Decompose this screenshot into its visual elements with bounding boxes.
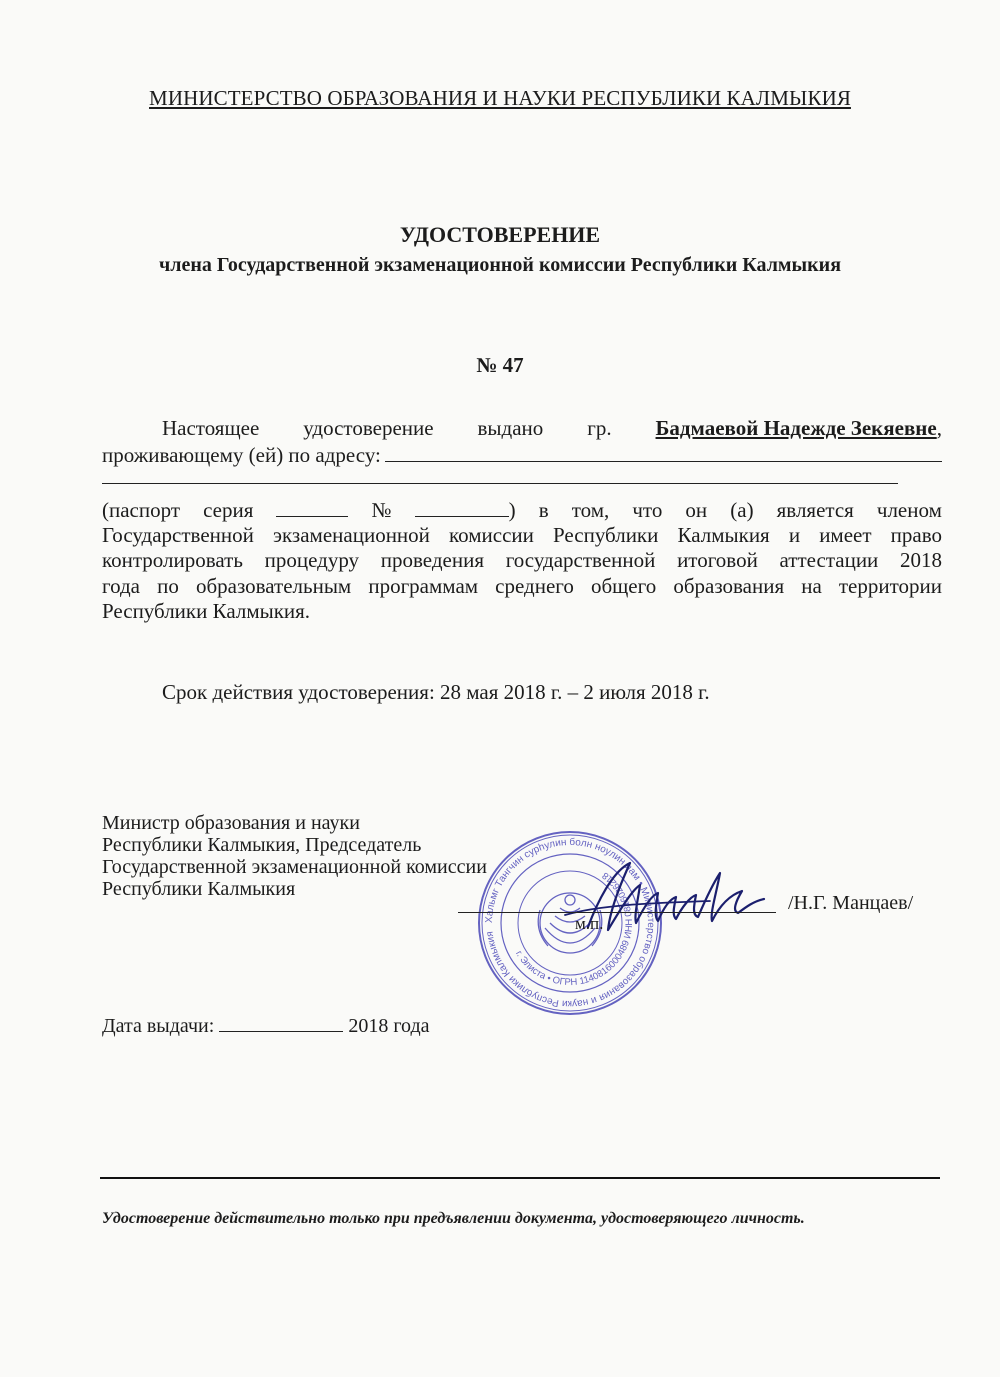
signer-name: /Н.Г. Манцаев/ xyxy=(788,892,914,914)
address-blank xyxy=(385,443,942,462)
recipient-name: Бадмаевой Надежде Зекяевне xyxy=(655,416,937,440)
stamp-inner-text: г. Элиста • ОГРН 1140816000489 ИНН 0816026218 xyxy=(513,869,636,989)
body-word: (а) xyxy=(730,498,754,522)
body-line-6: года по образовательным программам среднего общего образования на территории xyxy=(102,574,942,598)
body-line-7: Республики Калмыкия. xyxy=(102,599,311,623)
signatory-line: Республики Калмыкия, Председатель xyxy=(102,834,422,856)
address-blank-2 xyxy=(102,465,898,484)
body-word: членом xyxy=(876,498,942,522)
signature-line xyxy=(458,912,776,913)
validity-period: Срок действия удостоверения: 28 мая 2018 г. – 2 июля 2018 г. xyxy=(162,680,710,704)
footer-divider xyxy=(100,1177,940,1179)
signatory-line: Государственной экзаменационной комиссии xyxy=(102,856,487,878)
footer-note: Удостоверение действительно только при предъявлении документа, удостоверяющего личность. xyxy=(102,1210,805,1227)
body-word: гр. xyxy=(587,416,612,440)
body-line-4: Государственной экзаменационной комиссии Республики Калмыкия и имеет право xyxy=(102,523,942,547)
seal-place-mark: м.п. xyxy=(575,914,604,933)
body-line-1 xyxy=(162,416,942,441)
passport-open: (паспорт xyxy=(102,498,181,522)
issue-date-blank xyxy=(219,1015,343,1032)
passport-close: ) xyxy=(508,498,516,522)
document-subtitle: члена Государственной экзаменационной комиссии Республики Калмыкия xyxy=(158,254,842,276)
body-word: выдано xyxy=(477,416,544,440)
body-line-3 xyxy=(102,498,942,523)
signatory-line: Республики Калмыкия xyxy=(102,878,296,900)
passport-number-blank xyxy=(415,498,509,517)
body-word: что xyxy=(632,498,663,522)
signatory-title xyxy=(102,812,487,900)
body-word: Настоящее xyxy=(162,416,260,440)
passport-series-label: серия xyxy=(203,498,254,522)
body-line-5: контролировать процедуру проведения государственной итоговой аттестации 2018 xyxy=(102,548,942,572)
issue-date-year: 2018 года xyxy=(348,1015,430,1037)
issue-date xyxy=(102,1015,430,1038)
ministry-header: МИНИСТЕРСТВО ОБРАЗОВАНИЯ И НАУКИ РЕСПУБЛИКИ КАЛМЫКИЯ xyxy=(149,86,851,110)
passport-series-blank xyxy=(276,498,348,517)
signatory-line: Министр образования и науки xyxy=(102,812,360,834)
body-word: том, xyxy=(571,498,610,522)
stamp-outer-text: Хальмг Тангчин сурһулин болн ноулин яам • Министерство образования и науки Республики Калмыкия xyxy=(483,836,657,1010)
body-word: в xyxy=(538,498,549,522)
address-label: проживающему (ей) по адресу: xyxy=(102,443,381,467)
issue-date-label: Дата выдачи: xyxy=(102,1015,215,1037)
passport-no-label: № xyxy=(371,498,392,522)
document-title: УДОСТОВЕРЕНИЕ xyxy=(399,222,601,247)
comma: , xyxy=(936,416,942,440)
body-word: он xyxy=(685,498,708,522)
body-word: является xyxy=(776,498,854,522)
body-word: удостоверение xyxy=(303,416,434,440)
certificate-number: № 47 xyxy=(476,353,524,377)
